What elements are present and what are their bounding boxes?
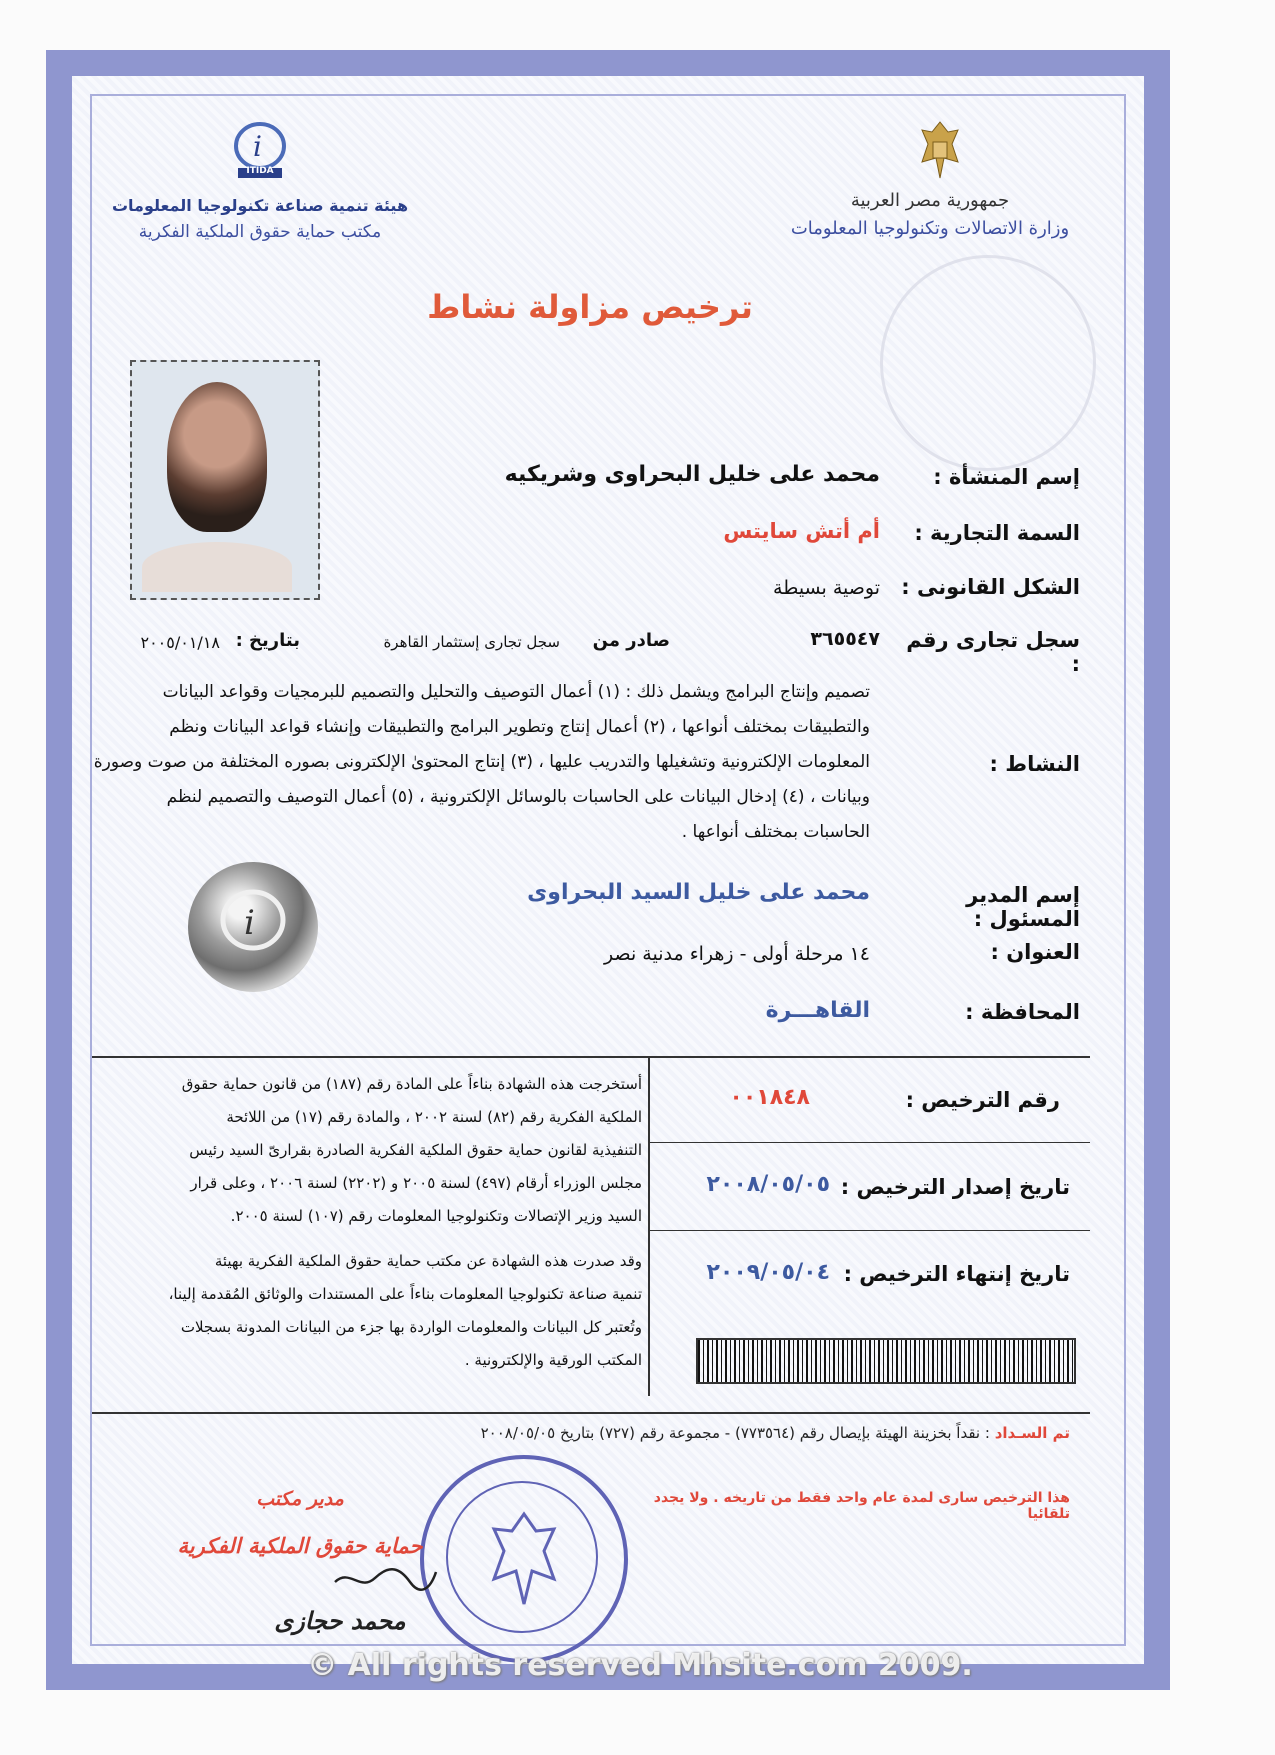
copyright-watermark: © All rights reserved Mhsite.com 2009. [307,1648,973,1683]
activity-line: الحاسبات بمختلف أنواعها . [681,822,870,842]
register-value: ٣٦٥٥٤٧ [810,628,880,650]
activity-line: المعلومات الإلكترونية وتشغيلها والتدريب عليها ، (٣) إنتاج المحتوىٰ الإلكترونى بصوره المختلفة من صوت وصورة [93,752,870,772]
section-divider-vertical [648,1056,650,1396]
expiry-date-label: تاريخ إنتهاء الترخيص : [843,1262,1070,1286]
license-number-label: رقم الترخيص : [905,1088,1060,1112]
expiry-date-value: ٢٠٠٩/٠٥/٠٤ [706,1260,830,1285]
egypt-eagle-icon [918,118,962,190]
legal-line: وقد صدرت هذه الشهادة عن مكتب حماية حقوق الملكية الفكرية بهيئة [214,1252,642,1270]
governorate-value: القاهـــرة [765,998,870,1023]
legal-form-label: الشكل القانونى : [901,575,1080,599]
ministry-name: وزارة الاتصالات وتكنولوجيا المعلومات [790,218,1070,239]
payment-text: : نقداً بخزينة الهيئة بإيصال رقم (٧٧٣٥٦٤) - مجموعة رقم (٧٢٧) بتاريخ ٢٠٠٨/٠٥/٠٥ [480,1424,990,1442]
license-number-value: ٠٠١٨٤٨ [729,1085,810,1110]
hologram-seal-icon [188,862,318,992]
official-stamp-icon [420,1455,628,1663]
legal-line: التنفيذية لقانون حماية حقوق الملكية الفكرية الصادرة بقرارىّ السيد رئيس [189,1141,642,1159]
svg-text:i: i [253,130,262,163]
validity-note: هذا الترخيص سارى لمدة عام واحد فقط من تاريخه . ولا يجدد تلقائيا [653,1490,1070,1522]
activity-text [90,675,870,850]
shoulders-image [142,542,292,592]
legal-line: مجلس الوزراء أرقام (٤٩٧) لسنة ٢٠٠٥ و (٢٢٠٢) لسنة ٢٠٠٦ ، وعلى قرار [190,1174,642,1192]
legal-line: الملكية الفكرية رقم (٨٢) لسنة ٢٠٠٢ ، والمادة رقم (١٧) من اللائحة [226,1108,642,1126]
establishment-value: محمد على خليل البحراوى وشريكيه [504,462,880,487]
ip-office-name: مكتب حماية حقوق الملكية الفكرية [138,222,382,242]
legal-line: السيد وزير الإتصالات وتكنولوجيا المعلومات رقم (١٠٧) لسنة ٢٠٠٥. [230,1207,642,1225]
license-divider-2 [650,1230,1090,1231]
republic-name: جمهورية مصر العربية [850,190,1010,211]
page-title: ترخيص مزاولة نشاط [427,288,753,326]
manager-value: محمد على خليل السيد البحراوى [527,880,870,905]
itida-name: هيئة تنمية صناعة تكنولوجيا المعلومات [111,196,409,215]
register-label: سجل تجارى رقم : [906,628,1080,676]
activity-line: تصميم وإنتاج البرامج ويشمل ذلك : (١) أعمال التوصيف والتحليل والتصميم للبرمجيات وقواعد البيانات [162,682,870,702]
activity-line: والتطبيقات بمختلف أنواعها ، (٢) أعمال إنتاج وتطوير البرامج والتطبيقات وإنشاء قواعد البيانات ونظم [169,717,870,737]
legal-line: أستخرجت هذه الشهادة بناءاً على المادة رقم (١٨٧) من قانون حماية حقوق [181,1075,642,1093]
signatory-title-1: مدير مكتب [256,1488,344,1510]
address-label: العنوان : [990,940,1080,964]
signatory-title-2: حماية حقوق الملكية الفكرية [177,1534,423,1558]
section-divider-top [92,1056,1090,1058]
governorate-label: المحافظة : [965,1000,1080,1024]
issue-date-value: ٢٠٠٨/٠٥/٠٥ [706,1172,830,1197]
issue-date-label: تاريخ إصدار الترخيص : [840,1175,1070,1199]
itida-logo-text: ITIDA [246,166,274,176]
issued-from-value: سجل تجارى إستثمار القاهرة [383,633,560,651]
establishment-label: إسم المنشأة : [933,465,1080,489]
date-label: بتاريخ : [235,630,300,651]
face-image [167,382,267,532]
barcode [696,1338,1076,1384]
payment-line [300,1424,1070,1442]
signatory-name: محمد حجازى [274,1606,406,1635]
svg-text:i: i [244,903,255,943]
payment-label: تم السـداد [994,1424,1070,1442]
license-divider-1 [650,1142,1090,1143]
legal-line: المكتب الورقية والإلكترونية . [464,1351,642,1369]
activity-label: النشاط : [989,752,1080,776]
legal-form-value: توصية بسيطة [773,577,880,599]
legal-line: تنمية صناعة تكنولوجيا المعلومات بناءاً على المستندات والوثائق المُقدمة إلينا، [168,1285,642,1303]
background-seal [880,255,1096,471]
manager-label: إسم المدير المسئول : [966,883,1080,931]
holder-photo [130,360,320,600]
section-divider-bottom [92,1412,1090,1414]
legal-text [92,1068,642,1377]
trade-name-value: أم أتش سايتس [723,519,880,543]
date-value: ٢٠٠٥/٠١/١٨ [140,633,220,652]
issued-from-label: صادر من [592,630,670,651]
activity-line: وبيانات ، (٤) إدخال البيانات على الحاسبات بالوسائل الإلكترونية ، (٥) أعمال التوصيف والتصميم لنظم [166,787,870,807]
legal-line: وتُعتبر كل البيانات والمعلومات الواردة بها جزء من البيانات المدونة بسجلات [180,1318,642,1336]
address-value: ١٤ مرحلة أولى - زهراء مدنية نصر [604,943,870,965]
handwritten-signature-icon [330,1564,440,1594]
trade-name-label: السمة التجارية : [914,521,1080,545]
